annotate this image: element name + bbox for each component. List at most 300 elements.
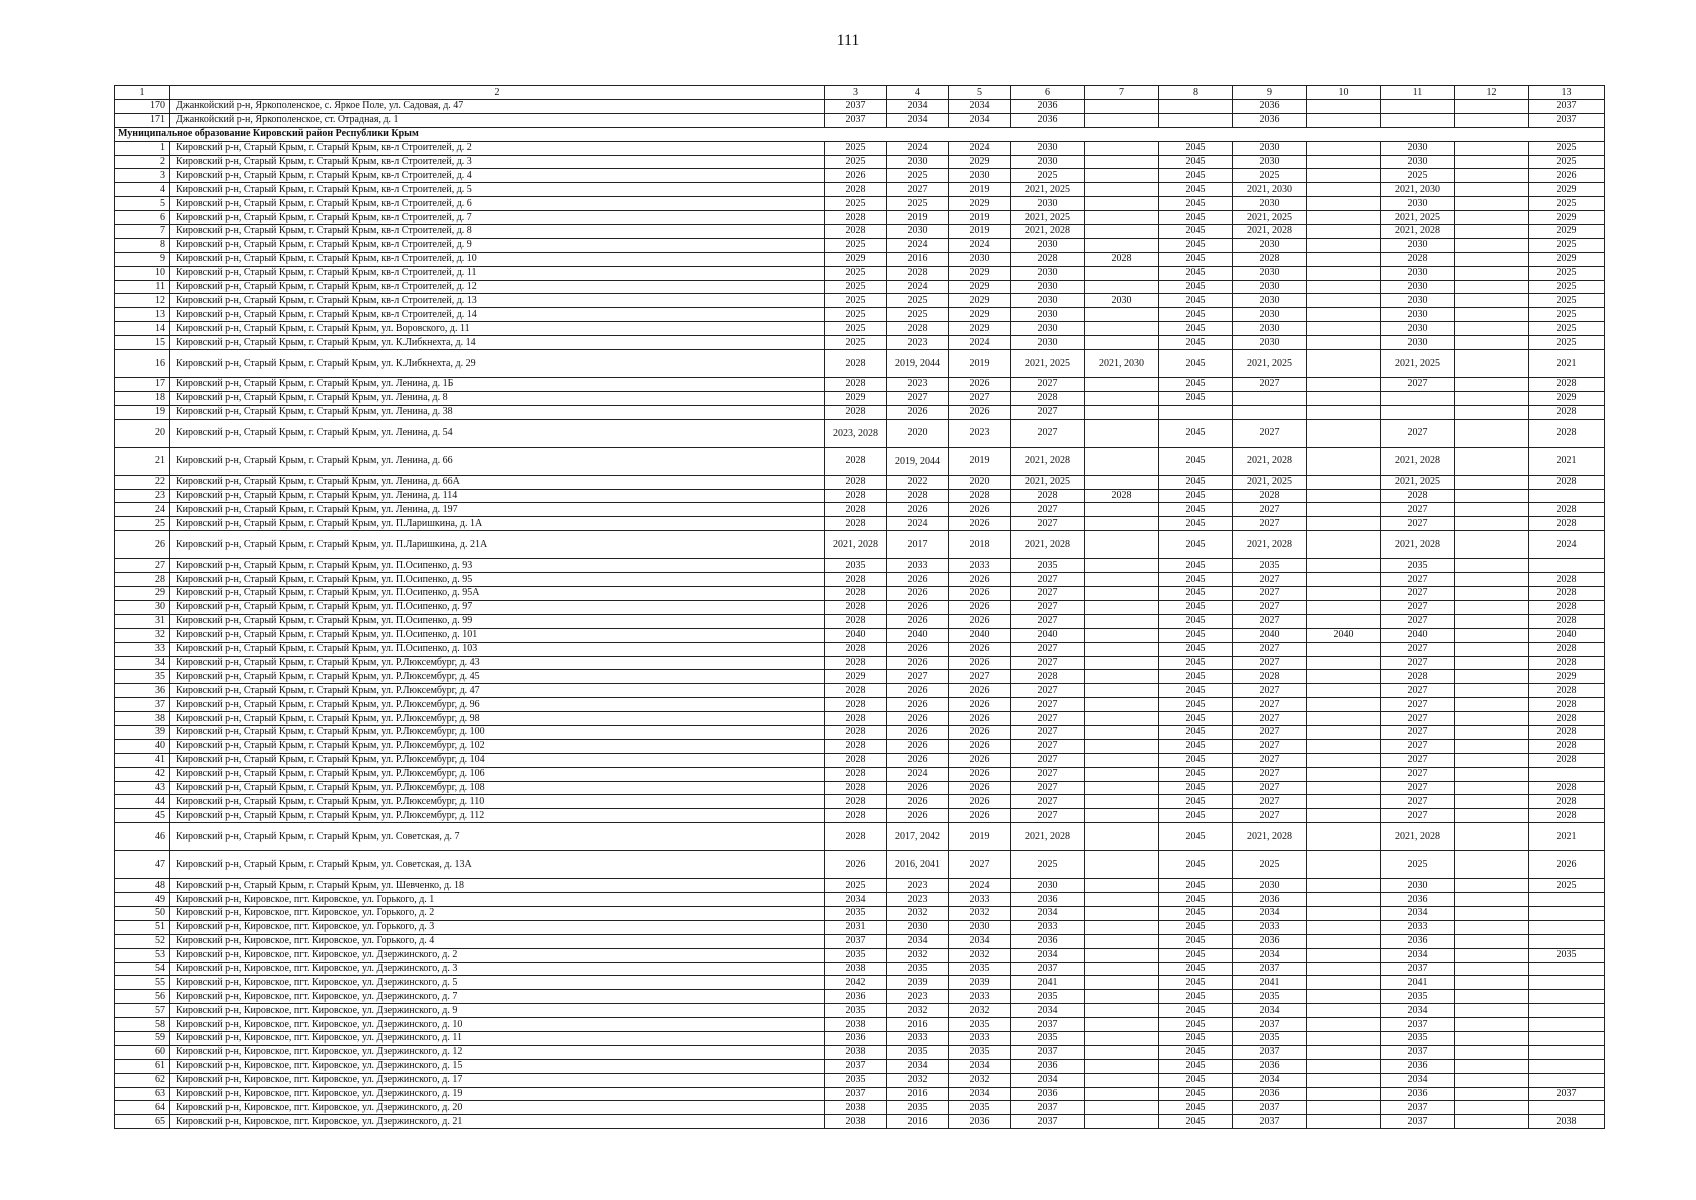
year-cell bbox=[1455, 225, 1529, 239]
year-cell: 2038 bbox=[825, 1018, 887, 1032]
year-cell: 2033 bbox=[949, 893, 1011, 907]
row-number: 62 bbox=[115, 1073, 170, 1087]
year-cell: 2028 bbox=[825, 725, 887, 739]
row-number: 64 bbox=[115, 1101, 170, 1115]
address-cell: Кировский р-н, Кировское, пгт. Кировское, ул. Дзержинского, д. 2 bbox=[170, 948, 825, 962]
year-cell: 2035 bbox=[825, 1004, 887, 1018]
year-cell: 2030 bbox=[949, 169, 1011, 183]
year-cell: 2028 bbox=[1529, 405, 1605, 419]
year-cell: 2045 bbox=[1159, 628, 1233, 642]
year-cell: 2045 bbox=[1159, 294, 1233, 308]
year-cell: 2022 bbox=[887, 475, 949, 489]
year-cell: 2036 bbox=[1011, 893, 1085, 907]
year-cell: 2033 bbox=[1011, 920, 1085, 934]
row-number: 15 bbox=[115, 336, 170, 350]
year-cell: 2030 bbox=[1233, 879, 1307, 893]
year-cell bbox=[1307, 183, 1381, 197]
year-cell: 2027 bbox=[1011, 419, 1085, 447]
year-cell: 2030 bbox=[1381, 336, 1455, 350]
year-cell: 2030 bbox=[1011, 879, 1085, 893]
year-cell: 2030 bbox=[1233, 155, 1307, 169]
year-cell: 2045 bbox=[1159, 670, 1233, 684]
year-cell bbox=[1085, 920, 1159, 934]
year-cell: 2021, 2030 bbox=[1233, 183, 1307, 197]
year-cell: 2025 bbox=[1529, 294, 1605, 308]
year-cell: 2037 bbox=[1381, 1045, 1455, 1059]
year-cell: 2028 bbox=[949, 489, 1011, 503]
year-cell: 2040 bbox=[825, 628, 887, 642]
table-row bbox=[115, 489, 1605, 503]
year-cell: 2030 bbox=[1381, 266, 1455, 280]
address-cell: Кировский р-н, Старый Крым, г. Старый Крым, ул. П.Ларишкина, д. 21А bbox=[170, 531, 825, 559]
year-cell: 2027 bbox=[1233, 642, 1307, 656]
year-cell bbox=[1455, 767, 1529, 781]
year-cell: 2034 bbox=[887, 113, 949, 127]
year-cell: 2035 bbox=[949, 962, 1011, 976]
year-cell: 2026 bbox=[949, 642, 1011, 656]
year-cell: 2045 bbox=[1159, 948, 1233, 962]
year-cell: 2027 bbox=[1233, 419, 1307, 447]
year-cell: 2019 bbox=[949, 823, 1011, 851]
year-cell: 2045 bbox=[1159, 1031, 1233, 1045]
year-cell bbox=[1529, 1045, 1605, 1059]
year-cell: 2039 bbox=[887, 976, 949, 990]
year-cell: 2027 bbox=[1381, 739, 1455, 753]
year-cell bbox=[1307, 587, 1381, 601]
year-cell: 2027 bbox=[1011, 698, 1085, 712]
year-cell: 2026 bbox=[825, 851, 887, 879]
year-cell: 2035 bbox=[887, 1045, 949, 1059]
year-cell: 2034 bbox=[1381, 1073, 1455, 1087]
year-cell: 2045 bbox=[1159, 225, 1233, 239]
year-cell: 2035 bbox=[1381, 559, 1455, 573]
year-cell: 2020 bbox=[949, 475, 1011, 489]
year-cell: 2026 bbox=[887, 573, 949, 587]
year-cell: 2026 bbox=[949, 753, 1011, 767]
year-cell bbox=[1455, 503, 1529, 517]
year-cell: 2030 bbox=[949, 920, 1011, 934]
year-cell: 2027 bbox=[1233, 753, 1307, 767]
year-cell: 2027 bbox=[1381, 587, 1455, 601]
year-cell: 2030 bbox=[1011, 280, 1085, 294]
year-cell: 2029 bbox=[1529, 183, 1605, 197]
year-cell: 2045 bbox=[1159, 851, 1233, 879]
year-cell: 2028 bbox=[825, 378, 887, 392]
year-cell bbox=[1455, 294, 1529, 308]
row-number: 18 bbox=[115, 391, 170, 405]
year-cell: 2027 bbox=[1233, 712, 1307, 726]
year-cell: 2027 bbox=[1011, 767, 1085, 781]
year-cell: 2037 bbox=[1233, 1018, 1307, 1032]
year-cell bbox=[1529, 1004, 1605, 1018]
year-cell: 2027 bbox=[1381, 642, 1455, 656]
year-cell: 2027 bbox=[1233, 656, 1307, 670]
year-cell: 2027 bbox=[1381, 712, 1455, 726]
column-header: 13 bbox=[1529, 86, 1605, 100]
year-cell: 2036 bbox=[1233, 934, 1307, 948]
year-cell bbox=[1085, 1018, 1159, 1032]
address-cell: Кировский р-н, Старый Крым, г. Старый Крым, кв-л Строителей, д. 14 bbox=[170, 308, 825, 322]
year-cell bbox=[1085, 559, 1159, 573]
table-row bbox=[115, 447, 1605, 475]
row-number: 3 bbox=[115, 169, 170, 183]
address-cell: Кировский р-н, Старый Крым, г. Старый Крым, ул. Р.Люксембург, д. 104 bbox=[170, 753, 825, 767]
year-cell bbox=[887, 851, 949, 879]
section-title: Муниципальное образование Кировский район Республики Крым bbox=[115, 127, 1605, 141]
year-cell: 2026 bbox=[887, 739, 949, 753]
year-cell: 2028 bbox=[825, 614, 887, 628]
year-cell bbox=[1455, 308, 1529, 322]
row-number: 60 bbox=[115, 1045, 170, 1059]
year-cell bbox=[1455, 1031, 1529, 1045]
year-cell bbox=[1307, 684, 1381, 698]
year-cell bbox=[1307, 503, 1381, 517]
year-cell: 2027 bbox=[1233, 378, 1307, 392]
year-cell: 2030 bbox=[1233, 141, 1307, 155]
year-cell: 2026 bbox=[949, 712, 1011, 726]
year-cell: 2045 bbox=[1159, 767, 1233, 781]
year-cell bbox=[1085, 336, 1159, 350]
table-row bbox=[115, 906, 1605, 920]
year-cell: 2027 bbox=[887, 183, 949, 197]
year-cell: 2027 bbox=[1233, 698, 1307, 712]
year-cell: 2034 bbox=[949, 1087, 1011, 1101]
year-cell bbox=[1307, 795, 1381, 809]
year-cell: 2034 bbox=[1011, 1004, 1085, 1018]
year-cell: 2030 bbox=[1381, 322, 1455, 336]
year-cell: 2025 bbox=[825, 308, 887, 322]
year-cell: 2027 bbox=[1011, 587, 1085, 601]
year-cell: 2035 bbox=[1011, 990, 1085, 1004]
year-cell: 2021, 2028 bbox=[1381, 447, 1455, 475]
year-cell: 2026 bbox=[949, 573, 1011, 587]
year-cell: 2035 bbox=[949, 1045, 1011, 1059]
year-cell: 2036 bbox=[1233, 1059, 1307, 1073]
year-cell: 2026 bbox=[887, 725, 949, 739]
year-cell: 2033 bbox=[1233, 920, 1307, 934]
year-cell: 2025 bbox=[825, 879, 887, 893]
year-cell bbox=[1085, 1031, 1159, 1045]
year-cell: 2025 bbox=[1529, 879, 1605, 893]
table-row bbox=[115, 823, 1605, 851]
year-cell bbox=[1455, 712, 1529, 726]
year-cell: 2026 bbox=[949, 517, 1011, 531]
year-cell: 2026 bbox=[949, 600, 1011, 614]
row-number: 29 bbox=[115, 587, 170, 601]
table-row bbox=[115, 879, 1605, 893]
year-cell bbox=[1307, 1045, 1381, 1059]
year-cell: 2028 bbox=[1529, 698, 1605, 712]
table-row bbox=[115, 1115, 1605, 1129]
table-row bbox=[115, 100, 1605, 114]
year-cell bbox=[1529, 1101, 1605, 1115]
address-cell: Кировский р-н, Старый Крым, г. Старый Крым, ул. П.Осипенко, д. 103 bbox=[170, 642, 825, 656]
year-cell bbox=[1085, 990, 1159, 1004]
year-cell: 2021, 2028 bbox=[1011, 823, 1085, 851]
year-cell: 2029 bbox=[949, 266, 1011, 280]
year-cell bbox=[1085, 587, 1159, 601]
year-cell bbox=[1455, 197, 1529, 211]
year-cell bbox=[1455, 211, 1529, 225]
year-cell: 2029 bbox=[949, 294, 1011, 308]
year-cell bbox=[1307, 211, 1381, 225]
year-cell: 2025 bbox=[1011, 169, 1085, 183]
address-cell: Кировский р-н, Старый Крым, г. Старый Крым, ул. Ленина, д. 66 bbox=[170, 447, 825, 475]
year-cell: 2025 bbox=[1381, 169, 1455, 183]
year-cell: 2045 bbox=[1159, 183, 1233, 197]
year-cell: 2026 bbox=[887, 642, 949, 656]
address-cell: Кировский р-н, Старый Крым, г. Старый Крым, кв-л Строителей, д. 11 bbox=[170, 266, 825, 280]
table-row bbox=[115, 1073, 1605, 1087]
row-number: 19 bbox=[115, 405, 170, 419]
year-cell: 2028 bbox=[825, 600, 887, 614]
year-cell: 2045 bbox=[1159, 684, 1233, 698]
year-cell bbox=[1307, 1087, 1381, 1101]
year-cell bbox=[1455, 252, 1529, 266]
year-cell: 2021, 2025 bbox=[1233, 475, 1307, 489]
year-cell: 2045 bbox=[1159, 280, 1233, 294]
year-cell: 2029 bbox=[1529, 211, 1605, 225]
table-row bbox=[115, 1031, 1605, 1045]
year-cell: 2025 bbox=[825, 197, 887, 211]
year-cell: 2028 bbox=[1529, 600, 1605, 614]
table-row bbox=[115, 141, 1605, 155]
row-number: 45 bbox=[115, 809, 170, 823]
table-row bbox=[115, 670, 1605, 684]
table-row bbox=[115, 781, 1605, 795]
year-cell: 2027 bbox=[1381, 503, 1455, 517]
year-cell: 2045 bbox=[1159, 1045, 1233, 1059]
year-cell: 2025 bbox=[1529, 141, 1605, 155]
year-cell: 2028 bbox=[1529, 614, 1605, 628]
year-cell: 2021, 2025 bbox=[1011, 475, 1085, 489]
year-cell: 2037 bbox=[1011, 1045, 1085, 1059]
year-cell: 2045 bbox=[1159, 600, 1233, 614]
year-cell bbox=[1455, 879, 1529, 893]
year-cell: 2032 bbox=[887, 1004, 949, 1018]
year-cell bbox=[1307, 809, 1381, 823]
year-cell bbox=[1085, 100, 1159, 114]
year-cell bbox=[1307, 266, 1381, 280]
row-number: 12 bbox=[115, 294, 170, 308]
year-cell: 2037 bbox=[1381, 1018, 1455, 1032]
schedule-table-container bbox=[114, 85, 1604, 1129]
year-cell: 2025 bbox=[825, 155, 887, 169]
year-cell bbox=[1085, 308, 1159, 322]
table-row bbox=[115, 517, 1605, 531]
year-cell: 2025 bbox=[1011, 851, 1085, 879]
column-header: 12 bbox=[1455, 86, 1529, 100]
year-cell: 2025 bbox=[887, 308, 949, 322]
year-cell: 2028 bbox=[825, 183, 887, 197]
year-cell bbox=[1455, 628, 1529, 642]
year-cell: 2026 bbox=[949, 656, 1011, 670]
year-cell bbox=[1307, 920, 1381, 934]
year-cell: 2033 bbox=[949, 559, 1011, 573]
column-header: 9 bbox=[1233, 86, 1307, 100]
year-cell bbox=[1307, 169, 1381, 183]
year-cell bbox=[1455, 739, 1529, 753]
year-cell bbox=[1307, 378, 1381, 392]
year-cell: 2030 bbox=[1085, 294, 1159, 308]
year-cell: 2024 bbox=[887, 517, 949, 531]
year-cell: 2035 bbox=[1233, 559, 1307, 573]
year-cell bbox=[1159, 113, 1233, 127]
address-cell: Кировский р-н, Кировское, пгт. Кировское, ул. Дзержинского, д. 19 bbox=[170, 1087, 825, 1101]
year-cell: 2036 bbox=[825, 1031, 887, 1045]
year-cell bbox=[1085, 1004, 1159, 1018]
year-cell: 2024 bbox=[887, 767, 949, 781]
year-cell: 2045 bbox=[1159, 155, 1233, 169]
row-number: 32 bbox=[115, 628, 170, 642]
year-cell-text: 2023, 2028 bbox=[833, 427, 878, 439]
year-cell bbox=[1159, 405, 1233, 419]
year-cell: 2029 bbox=[949, 308, 1011, 322]
year-cell: 2027 bbox=[1381, 378, 1455, 392]
year-cell bbox=[1307, 573, 1381, 587]
year-cell bbox=[1307, 280, 1381, 294]
year-cell: 2036 bbox=[1381, 1087, 1455, 1101]
year-cell: 2029 bbox=[825, 391, 887, 405]
year-cell: 2027 bbox=[1011, 795, 1085, 809]
table-row bbox=[115, 684, 1605, 698]
row-number: 47 bbox=[115, 851, 170, 879]
column-header: 11 bbox=[1381, 86, 1455, 100]
year-cell: 2027 bbox=[1011, 753, 1085, 767]
year-cell bbox=[1085, 391, 1159, 405]
row-number: 65 bbox=[115, 1115, 170, 1129]
year-cell: 2045 bbox=[1159, 725, 1233, 739]
year-cell bbox=[1085, 809, 1159, 823]
year-cell bbox=[1455, 280, 1529, 294]
year-cell: 2021, 2025 bbox=[1233, 350, 1307, 378]
year-cell bbox=[1307, 1004, 1381, 1018]
year-cell: 2045 bbox=[1159, 322, 1233, 336]
row-number: 16 bbox=[115, 350, 170, 378]
column-header: 2 bbox=[170, 86, 825, 100]
year-cell: 2026 bbox=[949, 809, 1011, 823]
year-cell bbox=[1455, 656, 1529, 670]
year-cell bbox=[1307, 238, 1381, 252]
year-cell: 2025 bbox=[825, 238, 887, 252]
year-cell: 2027 bbox=[1011, 517, 1085, 531]
year-cell: 2028 bbox=[1381, 252, 1455, 266]
year-cell: 2019 bbox=[949, 350, 1011, 378]
year-cell: 2026 bbox=[949, 378, 1011, 392]
year-cell bbox=[1455, 1115, 1529, 1129]
year-cell: 2032 bbox=[949, 1073, 1011, 1087]
year-cell: 2045 bbox=[1159, 698, 1233, 712]
year-cell: 2035 bbox=[1381, 1031, 1455, 1045]
header-row bbox=[115, 86, 1605, 100]
table-row bbox=[115, 1004, 1605, 1018]
row-number: 28 bbox=[115, 573, 170, 587]
year-cell bbox=[1085, 183, 1159, 197]
year-cell: 2028 bbox=[1529, 378, 1605, 392]
year-cell: 2028 bbox=[825, 809, 887, 823]
year-cell: 2028 bbox=[1529, 587, 1605, 601]
year-cell: 2026 bbox=[949, 739, 1011, 753]
row-number: 5 bbox=[115, 197, 170, 211]
year-cell bbox=[1529, 1031, 1605, 1045]
year-cell: 2040 bbox=[1307, 628, 1381, 642]
year-cell bbox=[1307, 322, 1381, 336]
year-cell: 2027 bbox=[1011, 725, 1085, 739]
year-cell: 2021, 2028 bbox=[1381, 225, 1455, 239]
year-cell: 2034 bbox=[1233, 1073, 1307, 1087]
year-cell: 2019 bbox=[949, 447, 1011, 475]
row-number: 46 bbox=[115, 823, 170, 851]
year-cell: 2026 bbox=[949, 795, 1011, 809]
year-cell: 2027 bbox=[1233, 767, 1307, 781]
year-cell: 2045 bbox=[1159, 614, 1233, 628]
table-row bbox=[115, 1018, 1605, 1032]
year-cell bbox=[1085, 614, 1159, 628]
table-row bbox=[115, 600, 1605, 614]
year-cell: 2016 bbox=[887, 1087, 949, 1101]
year-cell: 2028 bbox=[1529, 712, 1605, 726]
year-cell bbox=[1085, 781, 1159, 795]
address-cell: Кировский р-н, Старый Крым, г. Старый Крым, кв-л Строителей, д. 4 bbox=[170, 169, 825, 183]
row-number: 6 bbox=[115, 211, 170, 225]
year-cell: 2026 bbox=[887, 405, 949, 419]
year-cell bbox=[887, 823, 949, 851]
address-cell: Кировский р-н, Старый Крым, г. Старый Крым, ул. П.Осипенко, д. 99 bbox=[170, 614, 825, 628]
row-number: 48 bbox=[115, 879, 170, 893]
year-cell: 2021, 2028 bbox=[1011, 531, 1085, 559]
year-cell: 2029 bbox=[1529, 391, 1605, 405]
year-cell bbox=[1085, 322, 1159, 336]
year-cell: 2027 bbox=[1011, 684, 1085, 698]
table-row bbox=[115, 238, 1605, 252]
table-row bbox=[115, 405, 1605, 419]
year-cell: 2045 bbox=[1159, 447, 1233, 475]
year-cell: 2045 bbox=[1159, 211, 1233, 225]
year-cell: 2028 bbox=[825, 405, 887, 419]
year-cell: 2037 bbox=[1529, 113, 1605, 127]
column-header: 10 bbox=[1307, 86, 1381, 100]
year-cell: 2040 bbox=[1011, 628, 1085, 642]
column-header: 7 bbox=[1085, 86, 1159, 100]
year-cell bbox=[1455, 1018, 1529, 1032]
year-cell bbox=[1307, 1031, 1381, 1045]
year-cell bbox=[1085, 962, 1159, 976]
table-row bbox=[115, 280, 1605, 294]
year-cell bbox=[1307, 252, 1381, 266]
year-cell: 2045 bbox=[1159, 1101, 1233, 1115]
year-cell: 2024 bbox=[949, 879, 1011, 893]
year-cell bbox=[1307, 614, 1381, 628]
year-cell bbox=[1455, 559, 1529, 573]
table-row bbox=[115, 266, 1605, 280]
year-cell: 2035 bbox=[1011, 1031, 1085, 1045]
year-cell bbox=[1233, 405, 1307, 419]
year-cell: 2027 bbox=[1011, 600, 1085, 614]
year-cell bbox=[1455, 614, 1529, 628]
year-cell: 2021, 2025 bbox=[1381, 475, 1455, 489]
year-cell: 2027 bbox=[1011, 809, 1085, 823]
year-cell bbox=[1455, 517, 1529, 531]
year-cell bbox=[1455, 851, 1529, 879]
year-cell: 2045 bbox=[1159, 642, 1233, 656]
year-cell: 2025 bbox=[887, 197, 949, 211]
row-number: 49 bbox=[115, 893, 170, 907]
table-body bbox=[115, 86, 1605, 1129]
year-cell: 2024 bbox=[949, 336, 1011, 350]
year-cell bbox=[1455, 1101, 1529, 1115]
year-cell bbox=[1455, 642, 1529, 656]
year-cell: 2025 bbox=[1233, 851, 1307, 879]
